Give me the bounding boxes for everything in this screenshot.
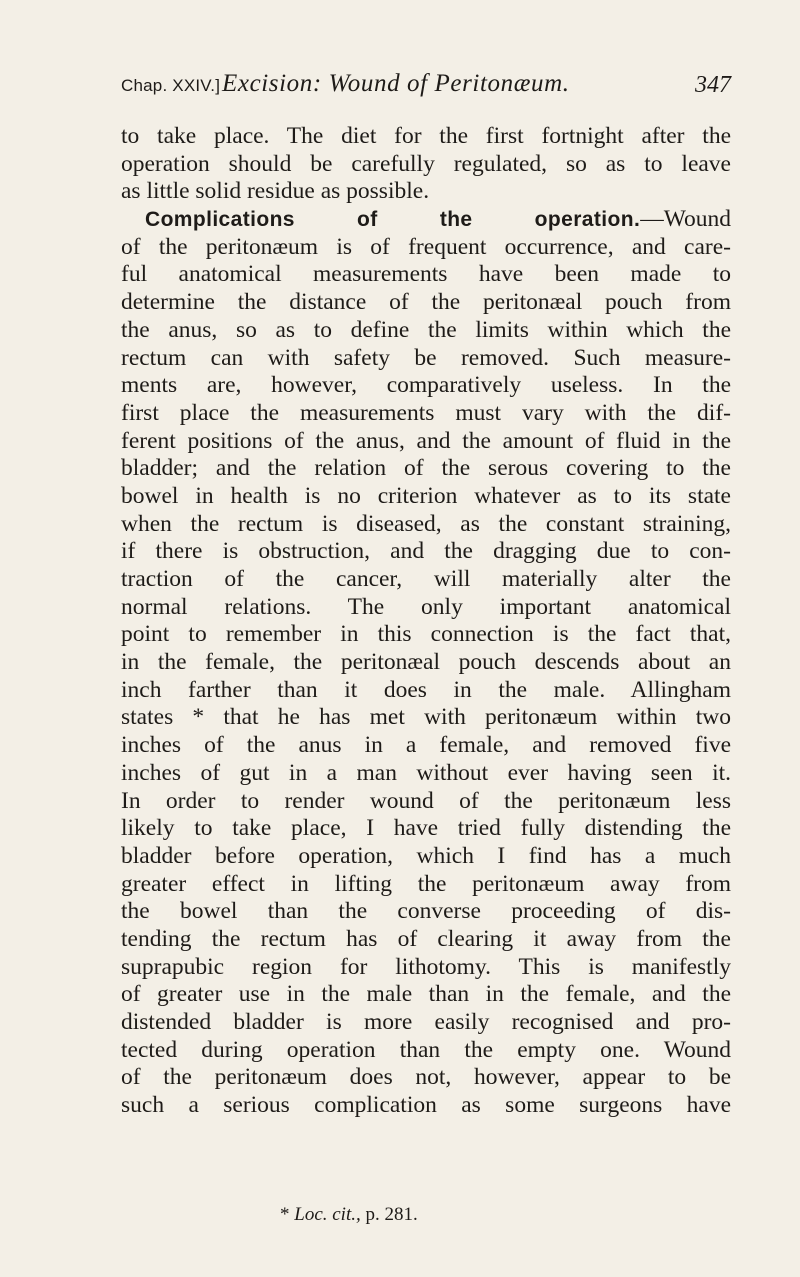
section-heading-line <box>121 206 731 234</box>
text-line: of the peritonæum does not, however, appear to be <box>121 1064 731 1091</box>
text-line: determine the distance of the peritonæal pouch from <box>121 289 731 316</box>
page-number: 347 <box>695 72 731 98</box>
text-line: tending the rectum has of clearing it away from the <box>121 925 731 952</box>
text-line: inches of the anus in a female, and removed five <box>121 732 731 759</box>
footnote <box>280 1204 418 1226</box>
text-line: ful anatomical measurements have been made to <box>121 261 731 288</box>
text-line: of greater use in the male than in the female, and the <box>121 981 731 1008</box>
section-heading: Complications of the operation. <box>145 208 641 232</box>
text-line: of the peritonæum is of frequent occurrence, and care- <box>121 233 731 260</box>
heading-continuation: —Wound <box>640 206 731 233</box>
text-line: inches of gut in a man without ever having seen it. <box>121 759 731 786</box>
text-line: point to remember in this connection is the fact that, <box>121 621 731 648</box>
text-line: when the rectum is diseased, as the constant straining, <box>121 510 731 537</box>
text-line: operation should be carefully regulated, so as to leave <box>121 150 731 177</box>
text-line: inch farther than it does in the male. Allingham <box>121 676 731 703</box>
text-line: ments are, however, comparatively useless. In the <box>121 372 731 399</box>
text-line: ferent positions of the anus, and the amount of fluid in the <box>121 427 731 454</box>
text-line: traction of the cancer, will materially alter the <box>121 566 731 592</box>
text-line: In order to render wound of the peritonæum less <box>121 787 731 814</box>
text-line: as little solid residue as possible. <box>121 178 430 205</box>
text-line: states * that he has met with peritonæum within two <box>121 704 731 731</box>
running-title: Excision: Wound of Peritonæum. <box>222 70 570 97</box>
text-line: rectum can with safety be removed. Such measure- <box>121 344 731 371</box>
footnote-marker: * <box>280 1204 290 1225</box>
text-line: if there is obstruction, and the dragging due to con- <box>121 538 731 565</box>
text-line: first place the measurements must vary with the dif- <box>121 399 731 426</box>
footnote-page: p. 281. <box>365 1204 418 1225</box>
text-line: such a serious complication as some surgeons have <box>121 1092 731 1119</box>
text-line: the anus, so as to define the limits within which the <box>121 316 731 343</box>
text-line: distended bladder is more easily recognised and pro- <box>121 1009 731 1035</box>
text-line: likely to take place, I have tried fully distending the <box>121 815 731 842</box>
text-line: suprapubic region for lithotomy. This is manifestly <box>121 953 731 980</box>
text-line: to take place. The diet for the first fortnight after the <box>121 123 731 149</box>
text-line: bowel in health is no criterion whatever as to its state <box>121 482 731 509</box>
running-head <box>121 64 731 104</box>
text-line: tected during operation than the empty one. Wound <box>121 1036 731 1063</box>
text-line: in the female, the peritonæal pouch descends about an <box>121 649 731 676</box>
text-line: bladder; and the relation of the serous covering to the <box>121 455 731 482</box>
body-text <box>121 123 731 1120</box>
text-line: bladder before operation, which I find has a much <box>121 842 731 869</box>
text-line: normal relations. The only important anatomical <box>121 593 731 620</box>
chapter-label: Chap. XXIV.] <box>121 76 221 95</box>
text-line: greater effect in lifting the peritonæum away from <box>121 870 731 897</box>
text-line: the bowel than the converse proceeding of dis- <box>121 898 731 925</box>
footnote-reference: Loc. cit., <box>294 1204 361 1225</box>
